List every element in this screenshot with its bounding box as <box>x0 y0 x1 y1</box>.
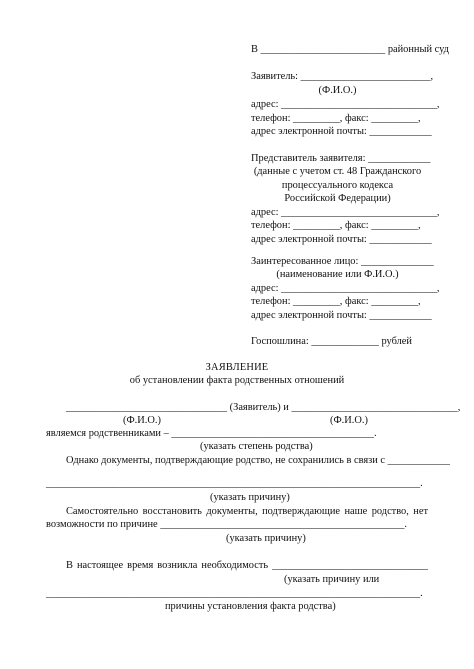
necessity-line: В настоящее время возникла необходимость ______________________________ <box>66 560 428 571</box>
representative-label: Представитель заявителя: ____________ <box>251 153 431 164</box>
reason-note: (указать причину) <box>210 492 290 503</box>
interested-label: Заинтересованное лицо: ______________ <box>251 256 434 267</box>
representative-email: адрес электронной почты: ____________ <box>251 234 432 245</box>
applicant-phone: телефон: _________, факс: _________, <box>251 113 421 124</box>
interested-note: (наименование или Ф.И.О.) <box>276 269 399 280</box>
representative-note-2: процессуального кодекса <box>281 180 394 191</box>
document-title: ЗАЯВЛЕНИЕ <box>205 362 269 373</box>
reason-note-4: причины установления факта родства) <box>165 601 336 612</box>
fio-right-note: (Ф.И.О.) <box>330 415 368 426</box>
reason-line: ________________________________________________________________________. <box>46 478 423 489</box>
interested-phone: телефон: _________, факс: _________, <box>251 296 421 307</box>
degree-note: (указать степень родства) <box>200 441 313 452</box>
document-subtitle: об установлении факта родственных отношений <box>129 375 345 386</box>
interested-address: адрес: ______________________________, <box>251 283 440 294</box>
applicant-label: Заявитель: _________________________, <box>251 71 434 82</box>
relation-line: являемся родственниками – _______________________________________. <box>46 428 377 439</box>
restore-line-2: возможности по причине _______________________________________________. <box>46 519 408 530</box>
documents-line: Однако документы, подтверждающие родство, не сохранились в связи с ____________ <box>66 455 450 466</box>
restore-line-1: Самостоятельно восстановить документы, подтверждающие наше родство, нет <box>66 506 428 517</box>
applicant-email: адрес электронной почты: ____________ <box>251 126 432 137</box>
applicant-address: адрес: ______________________________, <box>251 99 440 110</box>
necessity-reason-line: ________________________________________________________________________. <box>46 588 423 599</box>
state-fee: Госпошлина: _____________ рублей <box>251 336 412 347</box>
fio-left-note: (Ф.И.О.) <box>123 415 161 426</box>
representative-phone: телефон: _________, факс: _________, <box>251 220 421 231</box>
representative-note-3: Российской Федерации) <box>284 193 391 204</box>
interested-email: адрес электронной почты: ____________ <box>251 310 432 321</box>
reason-note-2: (указать причину) <box>226 533 306 544</box>
applicant-fio-note: (Ф.И.О.) <box>318 85 357 96</box>
representative-note-1: (данные с учетом ст. 48 Гражданского <box>253 166 422 177</box>
reason-note-3: (указать причину или <box>284 574 380 585</box>
representative-address: адрес: ______________________________, <box>251 207 440 218</box>
parties-line: _______________________________ (Заявитель) и ________________________________, <box>66 402 461 413</box>
court-line: В ________________________ районный суд <box>251 44 449 55</box>
